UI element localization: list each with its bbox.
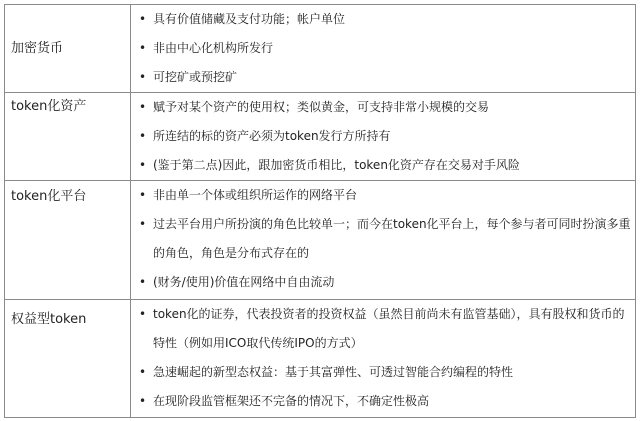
table-row xyxy=(5,299,636,417)
description-cell xyxy=(131,299,636,417)
bullet-item: • 非由中心化机构所发行 xyxy=(139,34,635,63)
bullet-item: • (鉴于第二点)因此，跟加密货币相比，token化资产存在交易对手风险 xyxy=(139,151,635,180)
bullet-item: • 可挖矿或预挖矿 xyxy=(139,63,635,92)
bullet-list xyxy=(131,93,635,180)
bullet-item: • (财务/使用)价值在网络中自由流动 xyxy=(139,268,635,297)
term-label: token化平台 xyxy=(11,189,87,205)
description-cell xyxy=(131,5,636,93)
term-cell xyxy=(5,181,131,299)
term-label: 加密货币 xyxy=(11,41,64,56)
table-row xyxy=(5,93,636,181)
bullet-item: • 非由单一个体或组织所运作的网络平台 xyxy=(139,181,635,210)
description-cell xyxy=(131,181,636,299)
term-cell xyxy=(5,299,131,417)
table-row xyxy=(5,181,636,299)
bullet-item: • 急速崛起的新型态权益：基于其富弹性、可透过智能合约编程的特性 xyxy=(139,358,635,387)
table-row xyxy=(5,5,636,93)
bullet-item: • token化的证券，代表投资者的投资权益（虽然目前尚未有监管基础），具有股权和货币的特性（例如用ICO取代传统IPO的方式） xyxy=(139,300,635,358)
bullet-item: • 在现阶段监管框架还不完备的情况下，不确定性极高 xyxy=(139,387,635,416)
term-label: token化资产 xyxy=(11,99,87,115)
bullet-list xyxy=(131,5,635,92)
term-label: 权益型token xyxy=(11,311,87,327)
description-cell xyxy=(131,93,636,181)
bullet-list xyxy=(131,300,635,416)
term-cell xyxy=(5,93,131,181)
bullet-item: • 赋予对某个资产的使用权；类似黄金，可支持非常小规模的交易 xyxy=(139,93,635,122)
bullet-list xyxy=(131,181,635,297)
bullet-item: • 所连结的标的资产必须为token发行方所持有 xyxy=(139,122,635,151)
term-cell xyxy=(5,5,131,93)
bullet-item: • 具有价值储藏及支付功能；帐户单位 xyxy=(139,5,635,34)
bullet-item: • 过去平台用户所扮演的角色比较单一；而今在token化平台上，每个参与者可同时扮演多重的角色，角色是分布式存在的 xyxy=(139,210,635,268)
comparison-table xyxy=(4,4,636,418)
